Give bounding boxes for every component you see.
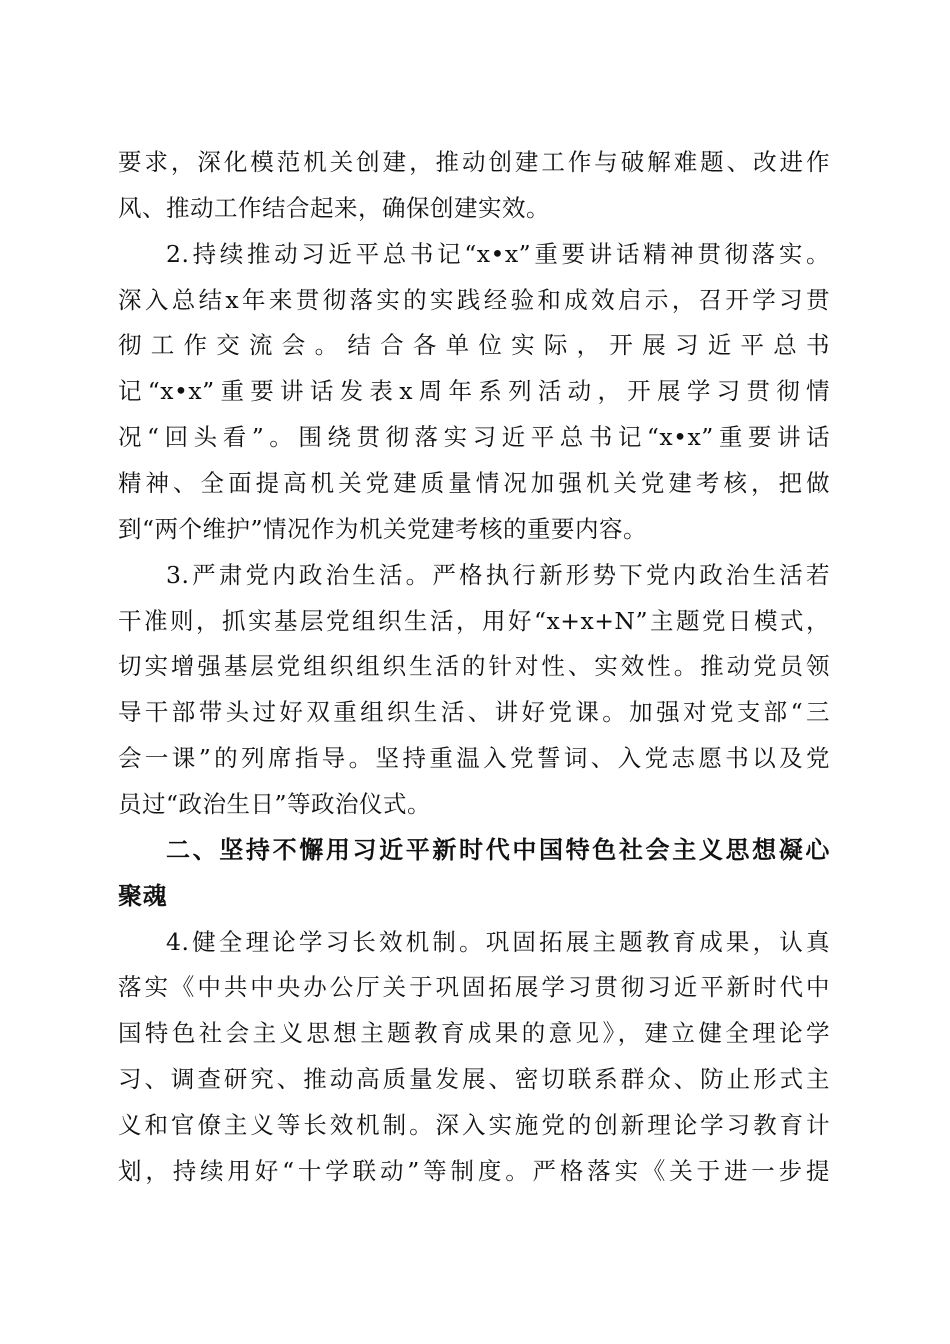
section-heading: 二、坚持不懈用习近平新时代中国特色社会主义思想凝心	[166, 836, 830, 864]
item-3-heading-line: 3.严肃党内政治生活。严格执行新形势下党内政治生活若	[166, 561, 830, 589]
body-line: 干准则，抓实基层党组织生活，用好“x+x+N”主题党日模式，	[118, 607, 830, 635]
body-line: 切实增强基层党组织组织生活的针对性、实效性。推动党员领	[118, 652, 830, 680]
body-line: 风、推动工作结合起来，确保创建实效。	[118, 194, 550, 222]
item-2-heading-line: 2.持续推动习近平总书记“x•x”重要讲话精神贯彻落实。	[166, 240, 830, 268]
body-line: 彻工作交流会。结合各单位实际，开展习近平总书	[118, 331, 830, 359]
body-line: 深入总结x年来贯彻落实的实践经验和成效启示，召开学习贯	[118, 286, 830, 314]
body-line: 员过“政治生日”等政治仪式。	[118, 790, 432, 818]
body-line: 况“回头看”。围绕贯彻落实习近平总书记“x•x”重要讲话	[118, 423, 830, 451]
body-line: 义和官僚主义等长效机制。深入实施党的创新理论学习教育计	[118, 1111, 830, 1139]
item-4-heading-line: 4.健全理论学习长效机制。巩固拓展主题教育成果，认真	[166, 928, 830, 956]
body-line: 导干部带头过好双重组织生活、讲好党课。加强对党支部“三	[118, 698, 830, 726]
body-line: 精神、全面提高机关党建质量情况加强机关党建考核，把做	[118, 469, 830, 497]
body-line: 落实《中共中央办公厅关于巩固拓展学习贯彻习近平新时代中	[118, 973, 830, 1001]
body-line: 要求，深化模范机关创建，推动创建工作与破解难题、改进作	[118, 148, 830, 176]
body-line: 习、调查研究、推动高质量发展、密切联系群众、防止形式主	[118, 1065, 830, 1093]
body-line: 到“两个维护”情况作为机关党建考核的重要内容。	[118, 515, 648, 543]
body-line: 国特色社会主义思想主题教育成果的意见》，建立健全理论学	[118, 1019, 830, 1047]
body-line: 划，持续用好“十学联动”等制度。严格落实《关于进一步提	[118, 1157, 830, 1185]
body-line: 会一课”的列席指导。坚持重温入党誓词、入党志愿书以及党	[118, 744, 830, 772]
section-heading-cont: 聚魂	[118, 882, 168, 910]
body-line: 记“x•x”重要讲话发表x周年系列活动，开展学习贯彻情	[118, 377, 830, 405]
